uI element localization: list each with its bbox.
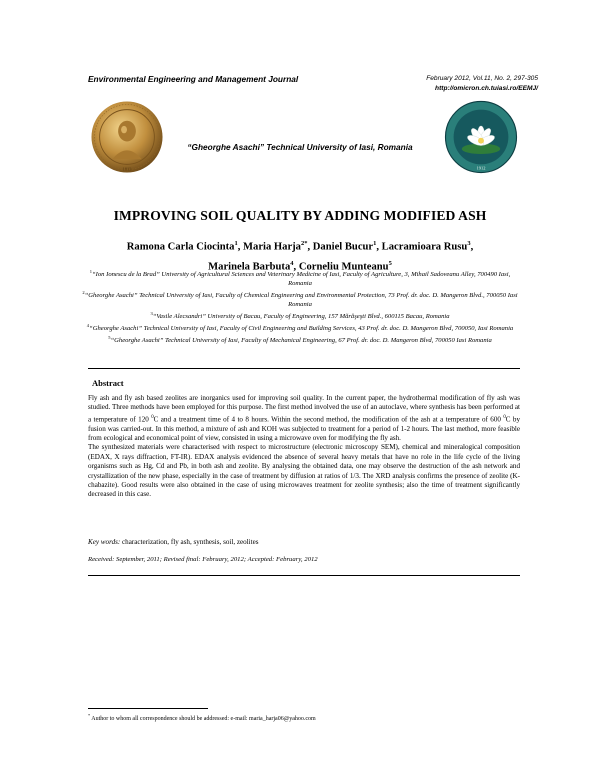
author-name: Marinela Barbuta: [208, 261, 291, 273]
author-sep: ,: [376, 241, 382, 253]
water-lily-emblem: [444, 100, 518, 174]
author-name: Daniel Bucur: [312, 241, 374, 253]
paper-title: IMPROVING SOIL QUALITY BY ADDING MODIFIED ASH: [113, 208, 487, 223]
journal-url[interactable]: http://omicron.ch.tuiasi.ro/EEMJ/: [435, 85, 538, 92]
degree-mark: 0: [151, 414, 154, 420]
affiliation: [80, 322, 520, 334]
affiliation-text: “Gheorghe Asachi” Technical University of Iasi, Faculty of Civil Engineering and Building Services, 43 Prof. dr. doc. D. Mangeron Blvd, 700050, Iasi Romania: [89, 325, 514, 333]
author-affil-ref: 1: [373, 240, 377, 247]
svg-text:1912: 1912: [476, 165, 486, 171]
footnote-divider: [88, 708, 208, 709]
affiliation: [80, 268, 520, 289]
affiliation-text: “Gheorghe Asachi” Technical University of Iasi, Faculty of Chemical Engineering and Environmental Protection, 73 Prof. dr. doc. D. Mangeron Blvd., 700050 Iasi Romania: [84, 292, 518, 309]
author-name: Corneliu Munteanu: [298, 261, 389, 273]
abstract-text: Fly ash and fly ash based zeolites are inorganics used for improving soil quality. In the current paper, the hydrothermal modification of fly ash was studied. Three methods have been employed for this purpose. The first method involved the use of an autoclave, where synthesis has been performed at a temperature of 120: [88, 394, 520, 424]
author-name: Ramona Carla Ciocinta: [126, 241, 235, 253]
affiliation-number: 5: [108, 335, 111, 341]
affiliation: [80, 310, 520, 322]
affiliation-number: 4: [86, 323, 90, 329]
abstract-paragraph: The synthesized materials were characterised with respect to microstructure (electronic microscopy SEM), chemical and mineralogical composition (EDAX, X rays diffraction, FT-IR). EDAX analysis evidenced the absence of several heavy metals that have no role in the life cycle of the living organisms such as Hg, Cd and Pb, in both ash and zeolite. By analysing the obtained data, one may observe the destruction of the ash network and crystallization of the new phase, especially in the case of treatment by diffusion at ratios of 1/3. The XRD analysis confirms the presence of zeolite (K-chabazite). Good results were also obtained in the case of using microwaves treatment for zeolite synthesis; also the time of treatment significantly decreased in this case.: [88, 443, 520, 499]
affiliation: [80, 334, 520, 346]
author-affil-ref: 4: [290, 259, 294, 267]
author-name: Maria Harja: [243, 241, 301, 253]
footnote-mark: *: [88, 713, 91, 718]
svg-text:1813: 1813: [122, 166, 132, 172]
section-divider: [88, 575, 520, 576]
author-affil-ref: 1: [234, 240, 238, 247]
affiliation-number: 2: [82, 290, 85, 295]
abstract-heading: Abstract: [92, 378, 124, 388]
received-dates: Received: September, 2011; Revised final: February, 2012; Accepted: February, 2012: [88, 556, 318, 563]
degree-mark: 0: [503, 414, 506, 420]
keywords: [88, 538, 520, 546]
affiliation-text: “Ion Ionescu de la Brad” University of Agricultural Sciences and Veterinary Medicine of Iasi, Faculty of Agriculture, 3, Mihail Sadoveanu Alley, 700490 Iasi, Romania: [92, 271, 511, 288]
author-name: Lacramioara Rusu: [381, 241, 468, 253]
author-sep: ,: [237, 241, 244, 253]
issue-citation: February 2012, Vol.11, No. 2, 297-305: [426, 75, 538, 82]
author-sep: ,: [307, 241, 313, 253]
author-sep: ,: [470, 241, 474, 253]
correspondence-footnote: [88, 713, 316, 722]
affiliation-text: “Gheorghe Asachi” Technical University of Iasi, Faculty of Mechanical Engineering, 67 Prof. dr. doc. D. Mangeron Blvd, 700050 Iasi Romania: [110, 337, 492, 345]
abstract-text: C by fusion was carried-out. In this method, a mixture of ash and KOH was subjected to treatment for a period of 1-2 hours. The last method, more feasible from ecological and economical point of view, consisted in using a microwave oven for modifying the fly ash.: [88, 415, 520, 442]
affiliation-number: 1: [89, 269, 93, 274]
university-banner: “Gheorghe Asachi” Technical University of Iasi, Romania: [187, 142, 413, 152]
keywords-text: characterization, fly ash, synthesis, soil, zeolites: [120, 538, 259, 546]
author-affil-ref: 3: [467, 240, 471, 247]
affiliation-list: [80, 268, 520, 346]
abstract-text: C and a treatment time of 4 to 8 hours. Within the second method, the modification of the ash at a temperature of 600: [153, 415, 504, 424]
author-affil-ref: 2*: [300, 240, 308, 247]
affiliation-number: 3: [150, 311, 153, 316]
journal-name: Environmental Engineering and Management Journal: [88, 74, 299, 84]
section-divider: [88, 368, 520, 369]
author-affil-ref: 5: [388, 259, 392, 267]
affiliation: [80, 289, 520, 310]
university-medal-logo: [90, 100, 164, 174]
author-sep: ,: [293, 261, 299, 273]
abstract-paragraph: [88, 394, 520, 443]
keywords-label: Key words:: [88, 538, 121, 546]
abstract-body: [88, 394, 520, 500]
footnote-text: Author to whom all correspondence should be addressed: e-mail: maria_harja06@yahoo.com: [90, 716, 316, 722]
issue-info: [426, 74, 538, 94]
affiliation-text: “Vasile Alecsandri” University of Bacau, Faculty of Engineering, 157 Mărăşeşti Blvd., 600115 Bacau, Romania: [152, 313, 450, 321]
